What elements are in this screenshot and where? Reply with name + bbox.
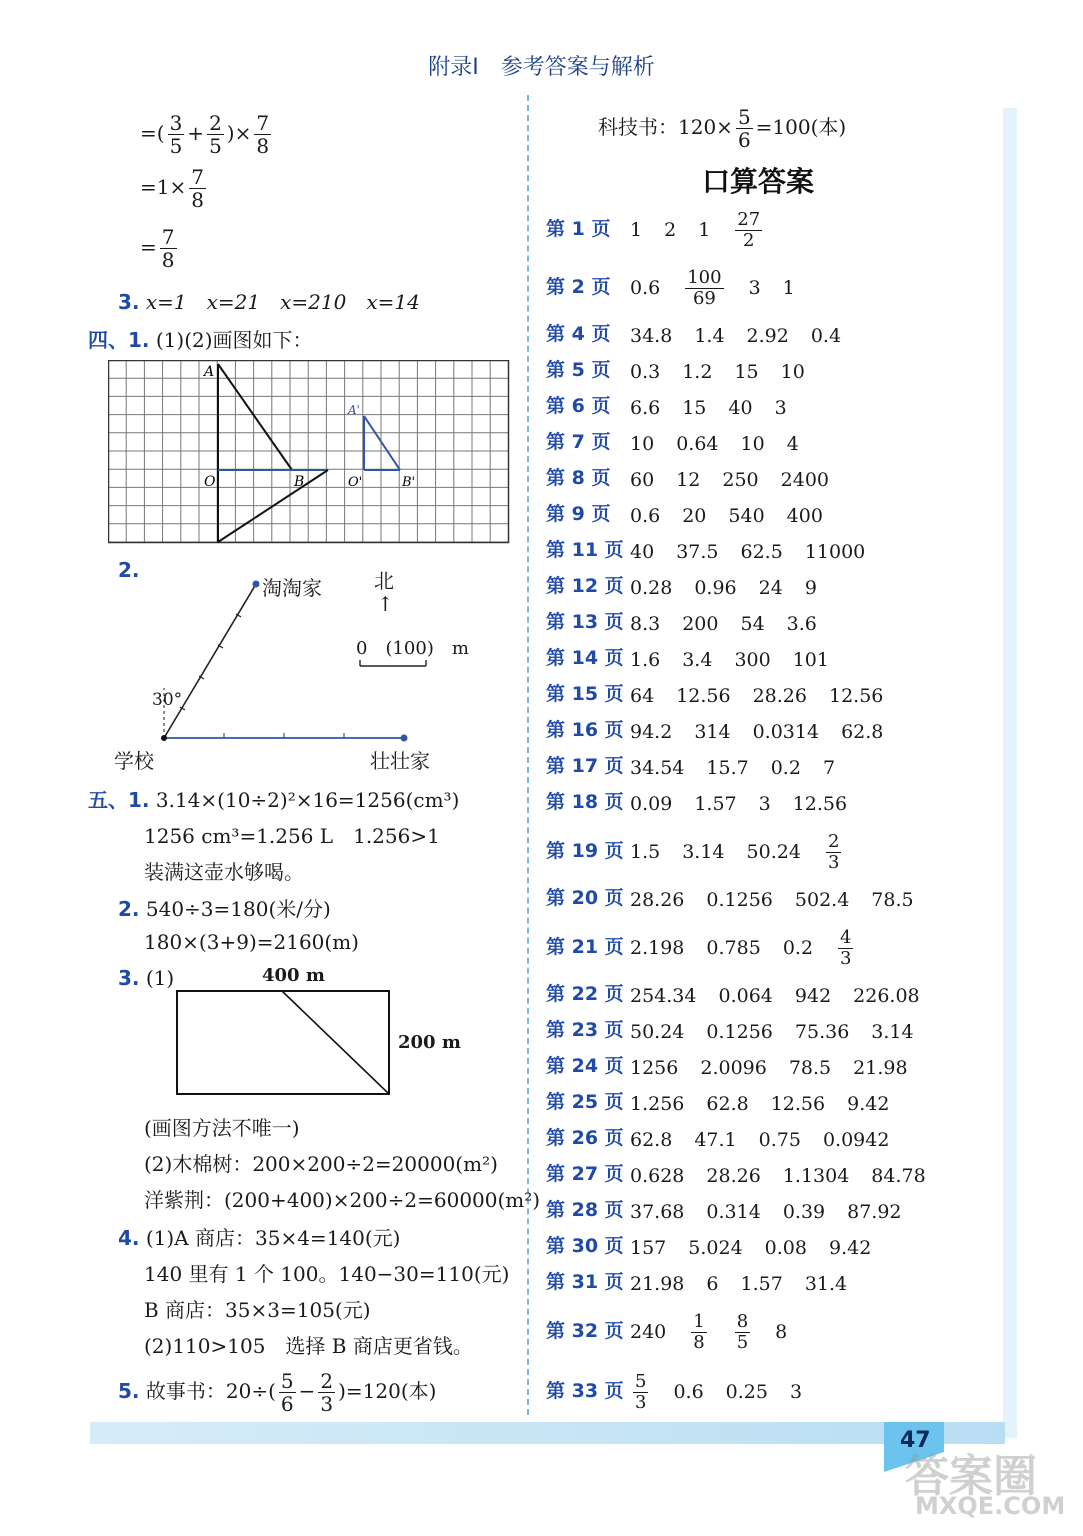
answer-value: 400 <box>786 504 823 527</box>
page-ref-label: 第 1 页 <box>546 217 611 240</box>
section5-q1-line1 <box>88 784 459 813</box>
answer-value: 5.024 <box>688 1236 743 1259</box>
right-edge-bar <box>1003 108 1017 1438</box>
answer-value: 1.5 <box>630 841 661 864</box>
label-O-prime: O' <box>348 475 363 490</box>
answer-value: 28.26 <box>706 1164 761 1187</box>
page-ref-label: 第 19 页 <box>546 839 624 862</box>
page-ref-label: 第 15 页 <box>546 683 624 705</box>
oral-answer-row <box>546 1156 948 1192</box>
answer-value: 1.256 <box>630 1092 685 1115</box>
rect-top-label: 400 m <box>262 965 325 986</box>
answer-value: 37.5 <box>676 540 719 563</box>
answer-value: 1.57 <box>694 792 737 815</box>
oral-answer-row <box>546 496 845 532</box>
grid-lines <box>108 360 509 543</box>
frac-den: 8 <box>693 1331 705 1353</box>
answer-value: 31.4 <box>804 1272 848 1295</box>
page-ref-label: 第 20 页 <box>546 887 624 909</box>
answer-value: 54 <box>740 612 765 635</box>
answer-value: 50.24 <box>746 841 801 864</box>
answer-value: 942 <box>794 984 832 1007</box>
taotao-dot <box>253 581 260 588</box>
answer-value: 101 <box>792 648 829 671</box>
frac-num: 5 <box>737 105 751 129</box>
answer-value: 21.98 <box>630 1272 685 1295</box>
watermark-url: MXQE.COM <box>915 1492 1066 1520</box>
oral-answer-row <box>546 880 936 916</box>
zhuang-label: 壮壮家 <box>370 749 430 773</box>
answer-value: 1 <box>782 277 795 300</box>
answer-value: 12.56 <box>829 684 884 707</box>
equation-line-1: =( $\frac{3}{5}$ + $\frac{2}{5}$ )× $\frac{7}{8}$ <box>140 111 270 158</box>
answer-value: 1.6 <box>630 648 661 671</box>
science-pre: 科技书：120× <box>598 115 733 139</box>
fraction <box>735 1312 750 1353</box>
answer-value: 2.92 <box>746 324 789 347</box>
page-header: 附录Ⅰ 参考答案与解析 <box>428 55 655 80</box>
frac-den: 3 <box>840 947 852 969</box>
answer-value: 1.57 <box>740 1272 783 1295</box>
answer-value: 0.1256 <box>706 888 773 911</box>
page-ref-label: 第 8 页 <box>546 467 611 489</box>
s5-line1: 3.14×(10÷2)²×16=1256(cm³) <box>155 788 460 812</box>
oral-answer-row <box>546 388 809 424</box>
page-ref-label: 第 31 页 <box>546 1271 624 1293</box>
page-ref-label: 第 18 页 <box>546 791 624 813</box>
answer-value: 3 <box>774 396 787 419</box>
answer-value: 78.5 <box>788 1056 832 1079</box>
frac-num: 2 <box>320 1369 334 1393</box>
scale-label: 0 (100) m <box>356 638 469 659</box>
frac-num: 7 <box>161 225 175 249</box>
fraction <box>735 210 762 251</box>
oral-answer-row <box>546 604 839 640</box>
answer-value: 62.8 <box>841 720 884 743</box>
answer-value: 3 <box>748 277 761 300</box>
answer-value: 12 <box>676 468 701 491</box>
fraction <box>685 268 723 309</box>
answer-value: 0.08 <box>764 1236 807 1259</box>
answer-value: 64 <box>630 684 655 707</box>
oral-answer-row <box>546 927 878 969</box>
answer-value: 3 <box>758 792 771 815</box>
frac-den: 2 <box>735 230 762 251</box>
zhuang-dot <box>401 735 408 742</box>
s5-q3-line3: (2)木棉树：200×200÷2=20000(m²) <box>144 1152 498 1176</box>
answer-value: 6.6 <box>630 396 661 419</box>
answer-value: 157 <box>630 1236 667 1259</box>
answer-value: 1.4 <box>694 324 725 347</box>
answer-fraction <box>823 832 844 873</box>
taotao-label: 淘淘家 <box>262 576 322 600</box>
oral-answer-row <box>546 1012 936 1048</box>
answer-value: 8.3 <box>630 612 661 635</box>
rect-diagonal <box>282 991 389 1094</box>
answer-value: 250 <box>722 468 759 491</box>
answer-value: 50.24 <box>630 1020 685 1043</box>
line-to-taotao <box>164 584 256 738</box>
page-ref-label: 第 2 页 <box>546 275 611 298</box>
fraction <box>633 1372 648 1413</box>
answer-value: 0.39 <box>782 1200 826 1223</box>
q3-label: 3. <box>118 290 140 314</box>
answer-value: 0.785 <box>706 937 761 960</box>
page-ref-label: 第 5 页 <box>546 359 611 381</box>
label-A-prime: A' <box>348 403 360 417</box>
answer-value: 28.26 <box>630 888 685 911</box>
q3-text: x=1 x=21 x=210 x=14 <box>145 290 420 314</box>
fraction <box>826 832 841 873</box>
answer-value: 11000 <box>804 540 866 563</box>
answer-value: 6 <box>706 1272 719 1295</box>
q3-answer <box>118 286 420 315</box>
answer-value: 21.98 <box>853 1056 908 1079</box>
answer-value: 300 <box>734 648 771 671</box>
equation-line-3: = $\frac{7}{8}$ <box>140 225 175 272</box>
north-arrow-icon: ↑ <box>377 592 394 616</box>
page-ref-label: 第 9 页 <box>546 503 611 525</box>
section5-label: 五、1. <box>88 788 150 812</box>
answer-value: 12.56 <box>770 1092 826 1115</box>
frac-num: 7 <box>191 165 204 189</box>
answer-value: 60 <box>630 468 655 491</box>
oral-answer-row <box>546 532 887 568</box>
s5-q3-text1: (1) <box>145 966 175 990</box>
page-ref-label: 第 28 页 <box>546 1199 624 1221</box>
answer-value: 34.8 <box>630 324 673 347</box>
answer-value: 0.2 <box>782 937 814 960</box>
answer-value: 2 <box>664 219 677 242</box>
answer-value: 0.96 <box>694 576 737 599</box>
frac-num: 27 <box>737 209 761 230</box>
frac-den: 8 <box>161 248 175 272</box>
answer-value: 540 <box>728 504 765 527</box>
answer-value: 0.4 <box>810 324 842 347</box>
page-ref-label: 第 7 页 <box>546 431 611 453</box>
answer-value: 20 <box>682 504 707 527</box>
page-ref-label: 第 4 页 <box>546 323 611 345</box>
s5-q3-line4: 洋紫荆：(200+400)×200÷2=60000(m²) <box>144 1188 541 1212</box>
answer-value: 200 <box>682 612 719 635</box>
page-ref-label: 第 30 页 <box>546 1235 624 1257</box>
oral-answer-row <box>546 1371 824 1413</box>
page-ref-label: 第 6 页 <box>546 395 611 417</box>
rectangle <box>177 991 389 1094</box>
page-ref-label: 第 27 页 <box>546 1163 624 1185</box>
fraction <box>691 1312 706 1353</box>
answer-fraction <box>835 928 856 969</box>
answer-value: 28.26 <box>752 684 807 707</box>
answer-value: 24 <box>758 576 783 599</box>
page-ref-label: 第 13 页 <box>546 611 624 633</box>
frac-den: 3 <box>827 851 840 873</box>
frac-den: 3 <box>635 1391 647 1413</box>
answer-value: 1.2 <box>682 360 713 383</box>
page-ref-label: 第 22 页 <box>546 983 624 1005</box>
oral-answer-row <box>546 676 905 712</box>
answer-value: 0.628 <box>630 1164 685 1187</box>
answer-value: 1 <box>630 219 643 242</box>
oral-answer-row <box>546 209 787 251</box>
s5-q3-label: 3. <box>118 966 140 990</box>
frac-den: 6 <box>280 1392 294 1416</box>
oral-answer-row <box>546 424 821 460</box>
answer-value: 9 <box>804 576 817 599</box>
page-ref-label: 第 11 页 <box>546 539 624 561</box>
s5-line2: 1256 cm³=1.256 L 1.256>1 <box>144 824 440 848</box>
answer-value: 3.6 <box>786 612 817 635</box>
answer-value: 7 <box>822 756 836 779</box>
page-ref-label: 第 23 页 <box>546 1019 624 1041</box>
answer-value: 0.2 <box>770 756 801 779</box>
s5-q5-mid: − <box>298 1379 316 1403</box>
science-book-line <box>598 106 846 151</box>
school-label: 学校 <box>114 749 154 773</box>
s5-q4-line4: (2)110>105 选择 B 商店更省钱。 <box>144 1334 473 1358</box>
frac-num: 1 <box>693 1311 705 1332</box>
answer-value: 84.78 <box>871 1164 926 1187</box>
oral-answer-row <box>546 267 817 309</box>
s5-q4-line3: B 商店：35×3=105(元) <box>144 1298 371 1322</box>
oral-answer-row <box>546 568 839 604</box>
answer-fraction <box>732 210 765 251</box>
answer-value: 9.42 <box>847 1092 890 1115</box>
oral-answer-row <box>546 976 942 1012</box>
oral-answer-row <box>546 1228 893 1264</box>
answer-value: 0.3 <box>630 360 661 383</box>
answer-value: 0.1256 <box>706 1020 773 1043</box>
s5-q3-line1 <box>118 966 174 990</box>
page-ref-label: 第 26 页 <box>546 1127 624 1149</box>
answer-value: 9.42 <box>828 1236 872 1259</box>
answer-value: 62.8 <box>706 1092 749 1115</box>
oral-answer-row <box>546 1311 809 1353</box>
answer-value: 0.064 <box>718 984 773 1007</box>
answer-value: 254.34 <box>630 984 697 1007</box>
answer-value: 0.6 <box>673 1381 704 1404</box>
answer-value: 0.64 <box>676 432 719 455</box>
answer-value: 87.92 <box>847 1200 902 1223</box>
label-O: O <box>204 474 216 490</box>
answer-value: 15.7 <box>706 756 749 779</box>
s5-q2-label: 2. <box>118 897 140 921</box>
frac-den: 3 <box>320 1392 334 1416</box>
answer-fraction <box>682 268 726 309</box>
s5-q3-line2: (画图方法不唯一) <box>144 1116 300 1140</box>
answer-value: 226.08 <box>853 984 920 1007</box>
answer-value: 62.5 <box>740 540 783 563</box>
answer-value: 10 <box>780 360 805 383</box>
answer-value: 10 <box>630 432 655 455</box>
answer-value: 3.4 <box>682 648 713 671</box>
section4-heading <box>88 324 313 353</box>
answer-fraction <box>630 1372 651 1413</box>
answer-fraction <box>688 1312 709 1353</box>
footer-band <box>90 1422 1005 1444</box>
page-ref-label: 第 16 页 <box>546 719 624 741</box>
answer-value: 502.4 <box>794 888 850 911</box>
page-ref-label: 第 33 页 <box>546 1379 624 1402</box>
section4-text: (1)(2)画图如下： <box>155 328 313 352</box>
answer-value: 47.1 <box>694 1128 737 1151</box>
s5-q2-line1 <box>118 893 331 922</box>
s5-q5-post: )=120(本) <box>338 1379 437 1403</box>
angle-label: 30° <box>152 690 183 710</box>
north-label: 北 <box>374 569 394 593</box>
frac-num: 5 <box>635 1371 647 1392</box>
oral-answer-row <box>546 352 827 388</box>
s5-q5-line <box>118 1370 436 1415</box>
equation-line-2: =1× $\frac{7}{8}$ <box>140 165 204 212</box>
answer-value: 37.68 <box>630 1200 685 1223</box>
oral-answer-row <box>546 712 905 748</box>
frac-den: 69 <box>685 288 723 309</box>
section4-label: 四、1. <box>88 328 150 352</box>
oral-answer-row <box>546 1048 930 1084</box>
answer-value: 0.28 <box>630 576 673 599</box>
answer-value: 3.14 <box>871 1020 914 1043</box>
frac-den: 8 <box>256 134 270 158</box>
frac-den: 6 <box>737 128 751 152</box>
s5-q5-label: 5. <box>118 1379 140 1403</box>
frac-den: 5 <box>169 134 183 158</box>
s5-q5-pre: 故事书：20÷( <box>145 1379 276 1403</box>
answer-value: 94.2 <box>630 720 673 743</box>
answer-value: 0.6 <box>630 277 661 300</box>
page-ref-label: 第 12 页 <box>546 575 624 597</box>
answer-value: 12.56 <box>792 792 848 815</box>
oral-answer-row <box>546 831 866 873</box>
answer-value: 15 <box>682 396 707 419</box>
answer-value: 0.09 <box>630 792 673 815</box>
answer-value: 75.36 <box>794 1020 850 1043</box>
answer-value: 0.0314 <box>752 720 820 743</box>
page-ref-label: 第 32 页 <box>546 1319 624 1342</box>
oral-answer-row <box>546 640 851 676</box>
answer-value: 3.14 <box>682 841 725 864</box>
page-number: 47 <box>900 1428 931 1453</box>
answer-value: 2.0096 <box>700 1056 767 1079</box>
answer-value: 1256 <box>630 1056 679 1079</box>
answer-value: 40 <box>728 396 753 419</box>
answer-value: 40 <box>630 540 655 563</box>
frac-num: 2 <box>827 831 840 852</box>
column-divider <box>527 95 529 1415</box>
page-ref-label: 第 25 页 <box>546 1091 624 1113</box>
answer-value: 240 <box>630 1321 667 1344</box>
segment-AB <box>218 364 292 470</box>
answer-value: 1.1304 <box>782 1164 850 1187</box>
answer-value: 0.25 <box>725 1381 768 1404</box>
segment-A2B2 <box>364 416 400 470</box>
page-ref-label: 第 21 页 <box>546 935 624 958</box>
answer-value: 8 <box>775 1321 788 1344</box>
frac-den: 5 <box>736 1331 749 1353</box>
answer-value: 2.198 <box>630 937 685 960</box>
answer-value: 314 <box>694 720 731 743</box>
oral-answer-row <box>546 316 863 352</box>
q2-label: 2. <box>118 558 140 582</box>
page-ref-label: 第 24 页 <box>546 1055 624 1077</box>
fraction <box>838 928 853 969</box>
s5-line3: 装满这壶水够喝。 <box>144 860 304 884</box>
frac-num: 5 <box>280 1369 294 1393</box>
oral-answer-row <box>546 1120 911 1156</box>
answer-value: 2400 <box>780 468 829 491</box>
label-B: B <box>294 474 305 490</box>
watermark: 答案圈 <box>905 1451 1037 1502</box>
s5-q4-text1: (1)A 商店：35×4=140(元) <box>145 1226 401 1250</box>
grid-figure <box>108 360 510 544</box>
frac-num: 4 <box>840 927 852 948</box>
answer-value: 0.0942 <box>822 1128 890 1151</box>
answer-value: 0.75 <box>758 1128 801 1151</box>
oral-answer-row <box>546 784 869 820</box>
rectangle-figure <box>176 990 392 1096</box>
oral-answer-row <box>546 1084 911 1120</box>
oral-answers-title: 口算答案 <box>702 165 815 198</box>
answer-value: 4 <box>786 432 799 455</box>
s5-q2-line2: 180×(3+9)=2160(m) <box>144 930 359 954</box>
answer-value: 62.8 <box>630 1128 673 1151</box>
page-ref-label: 第 14 页 <box>546 647 624 669</box>
school-dot <box>161 735 167 741</box>
s5-q4-line2: 140 里有 1 个 100。140−30=110(元) <box>144 1262 510 1286</box>
frac-den: 5 <box>209 134 222 158</box>
oral-answer-row <box>546 748 857 784</box>
answer-value: 1 <box>698 219 711 242</box>
frac-num: 100 <box>687 267 722 288</box>
rect-side-label: 200 m <box>398 1032 461 1053</box>
answer-fraction <box>732 1312 753 1353</box>
oral-answer-row <box>546 460 851 496</box>
science-post: =100(本) <box>755 115 847 139</box>
frac-num: 7 <box>256 111 270 135</box>
answer-value: 10 <box>740 432 765 455</box>
s5-q2-text1: 540÷3=180(米/分) <box>145 897 331 921</box>
label-B-prime: B' <box>402 475 416 490</box>
oral-answer-row <box>546 1264 869 1300</box>
frac-num: 3 <box>169 111 183 135</box>
answer-value: 0.314 <box>706 1200 761 1223</box>
label-A: A <box>204 364 215 380</box>
frac-num: 8 <box>736 1311 749 1332</box>
answer-value: 0.6 <box>630 504 661 527</box>
answer-value: 12.56 <box>676 684 731 707</box>
frac-den: 8 <box>191 188 204 212</box>
oral-answer-row <box>546 1192 924 1228</box>
s5-q4-label: 4. <box>118 1226 140 1250</box>
page-ref-label: 第 17 页 <box>546 755 624 777</box>
s5-q4-line1 <box>118 1222 400 1251</box>
frac-num: 2 <box>209 111 222 135</box>
answer-value: 34.54 <box>630 756 685 779</box>
answer-value: 15 <box>734 360 759 383</box>
answer-value: 3 <box>789 1381 803 1404</box>
answer-value: 78.5 <box>871 888 914 911</box>
